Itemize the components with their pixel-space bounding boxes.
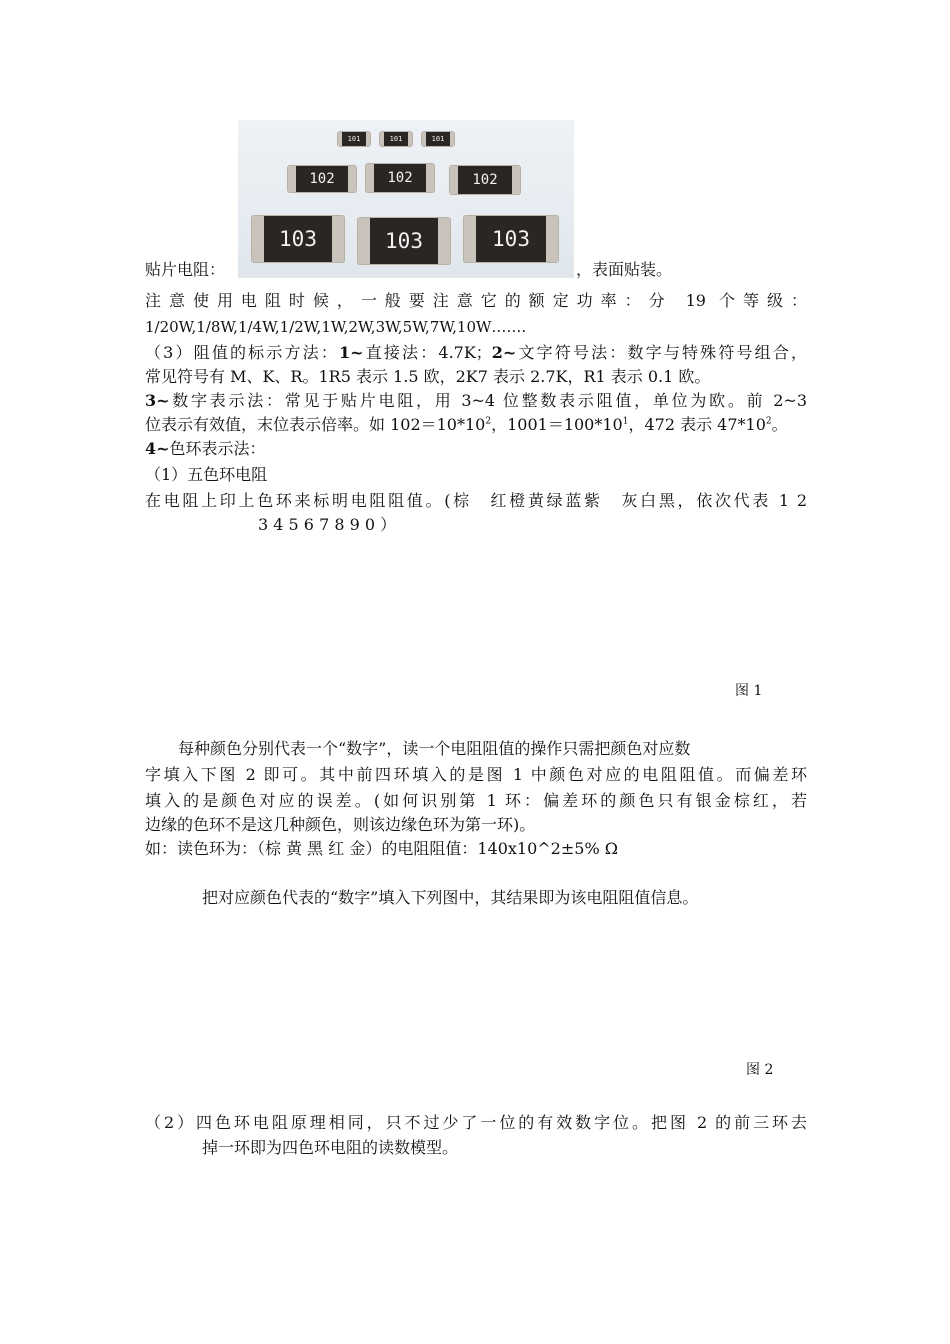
numeric-method-line: 3~数字表示法：常见于贴片电阻，用 3~4 位整数表示阻值，单位为欧。前 2~3 xyxy=(145,391,807,410)
smd-chip-medium: 102 xyxy=(450,166,520,194)
fill-instruction: 把对应颜色代表的“数字”填入下列图中，其结果即为该电阻阻值信息。 xyxy=(202,888,699,907)
smd-chip-small: 101 xyxy=(380,132,412,146)
smd-resistor-photo xyxy=(238,120,574,278)
smd-chip-large: 103 xyxy=(252,216,344,262)
example-reading: 如：读色环为：（棕 黄 黑 红 金）的电阻阻值：140x10^2±5% Ω xyxy=(145,839,618,858)
smd-chip-large: 103 xyxy=(358,218,450,264)
text-symbol-examples: 常见符号有 M、K、R。1R5 表示 1.5 欧，2K7 表示 2.7K，R1 表示 0.1 欧。 xyxy=(145,367,711,386)
power-note: 注意使用电阻时候，一般要注意它的额定功率：分 19 个等级： xyxy=(145,291,807,310)
smd-chip-medium: 102 xyxy=(366,164,434,192)
smd-chip-small: 101 xyxy=(338,132,370,146)
smd-chip-small: 101 xyxy=(422,132,454,146)
smd-label: 贴片电阻： xyxy=(145,260,226,279)
explain-para-1: 每种颜色分别代表一个“数字”，读一个电阻阻值的操作只需把颜色对应数 xyxy=(178,739,691,758)
five-band-desc: 在电阻上印上色环来标明电阻阻值。(棕 红橙黄绿蓝紫 灰白黑，依次代表 1 2 xyxy=(145,491,807,510)
smd-chip-medium: 102 xyxy=(288,166,356,192)
power-levels: 1/20W,1/8W,1/4W,1/2W,1W,2W,3W,5W,7W,10W……. xyxy=(145,318,527,336)
four-band-line-1: （2）四色环电阻原理相同，只不过少了一位的有效数字位。把图 2 的前三环去 xyxy=(145,1113,807,1132)
marking-methods-line: （3）阻值的标示方法：1~直接法：4.7K；2~文字符号法：数字与特殊符号组合， xyxy=(145,343,807,362)
explain-para-2: 字填入下图 2 即可。其中前四环填入的是图 1 中颜色对应的电阻阻值。而偏差环 xyxy=(145,765,807,784)
smd-chip-large: 103 xyxy=(464,216,558,262)
numeric-method-examples: 位表示有效值，末位表示倍率。如 $102=10*10^2$，$1001=100*10^1$，472 表示 $47*10^2$。 xyxy=(145,415,788,434)
explain-para-3: 填入的是颜色对应的误差。(如何识别第 1 环：偏差环的颜色只有银金棕红，若 xyxy=(145,791,807,810)
figure-2-caption: 图 2 xyxy=(746,1062,774,1078)
color-band-heading: 4~色环表示法： xyxy=(145,439,266,458)
smd-suffix: ，表面贴装。 xyxy=(576,260,673,279)
figure-1-caption: 图 1 xyxy=(735,683,763,699)
five-band-title: （1）五色环电阻 xyxy=(145,465,268,484)
five-band-digits: 3 4 5 6 7 8 9 0 ） xyxy=(258,515,397,534)
four-band-line-2: 掉一环即为四色环电阻的读数模型。 xyxy=(202,1138,459,1157)
explain-para-4: 边缘的色环不是这几种颜色，则该边缘色环为第一环)。 xyxy=(145,815,536,834)
